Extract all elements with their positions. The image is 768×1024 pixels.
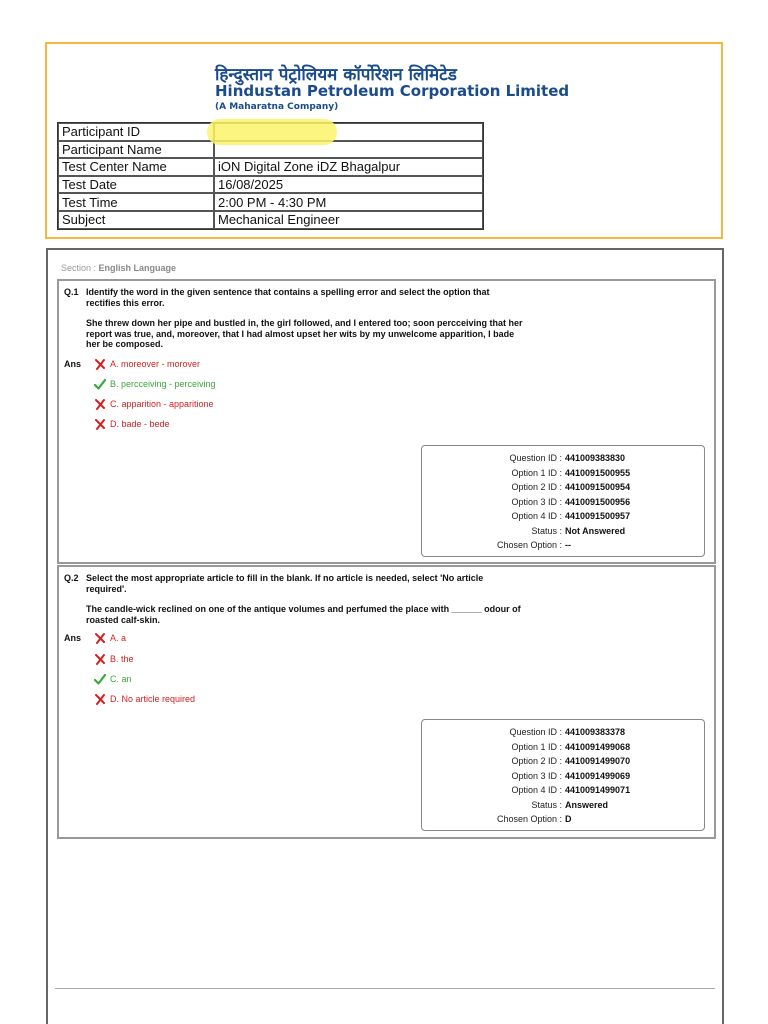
participant-id-label: Participant ID <box>58 123 214 141</box>
meta-value: 4410091500957 <box>565 511 631 521</box>
meta-key: Option 3 ID : <box>511 496 562 507</box>
meta-value: 4410091499069 <box>565 770 631 781</box>
option-text: C. an <box>110 674 132 684</box>
answer-label: Ans <box>64 359 82 369</box>
question-prompt: Identify the word in the given sentence that contains a spelling error and select the option that rectifies this error. <box>86 287 490 308</box>
meta-key: Option 3 ID : <box>511 770 562 781</box>
question-number: Q.2 <box>64 573 79 583</box>
question-text <box>86 573 526 635</box>
meta-key: Option 1 ID : <box>511 467 562 478</box>
question-card-2 <box>57 565 716 839</box>
test-date-label: Test Date <box>58 176 214 194</box>
question-meta-box <box>421 445 705 557</box>
table-row <box>58 176 483 194</box>
cross-icon <box>94 632 106 644</box>
subject-label: Subject <box>58 211 214 229</box>
meta-key: Chosen Option : <box>496 814 562 824</box>
cross-icon <box>94 693 106 705</box>
meta-key: Chosen Option : <box>496 540 562 550</box>
meta-value: 4410091500956 <box>565 496 631 507</box>
header-card <box>45 42 723 239</box>
response-sheet <box>46 248 724 1024</box>
option-a <box>94 358 200 370</box>
meta-value: 4410091500954 <box>565 482 631 492</box>
status-value: Not Answered <box>565 525 626 536</box>
meta-key: Question ID : <box>509 453 562 463</box>
org-subtitle: (A Maharatna Company) <box>215 102 339 112</box>
test-date-value: 16/08/2025 <box>214 176 483 194</box>
option-b <box>94 378 216 390</box>
meta-key: Status : <box>531 525 562 536</box>
option-text: D. bade - bede <box>110 419 170 429</box>
question-card-1 <box>57 279 716 564</box>
question-number: Q.1 <box>64 287 79 297</box>
option-d <box>94 418 170 430</box>
subject-value: Mechanical Engineer <box>214 211 483 229</box>
meta-value: 4410091499068 <box>565 741 631 752</box>
test-time-value: 2:00 PM - 4:30 PM <box>214 193 483 211</box>
meta-value: 441009383378 <box>565 727 626 737</box>
test-time-label: Test Time <box>58 193 214 211</box>
cross-icon <box>94 358 106 370</box>
chosen-option-value: D <box>565 814 572 824</box>
meta-value: 4410091500955 <box>565 467 631 478</box>
table-row <box>58 211 483 229</box>
question-passage: The candle-wick reclined on one of the antique volumes and perfumed the place with ______ odour of roasted calf-skin. <box>86 604 521 625</box>
test-center-label: Test Center Name <box>58 158 214 176</box>
meta-key: Question ID : <box>509 727 562 737</box>
section-label <box>61 263 176 273</box>
meta-key: Option 2 ID : <box>511 756 562 766</box>
question-passage: She threw down her pipe and bustled in, the girl followed, and I entered too; soon percceiving that her report was true, and, moreover, that I had almost upset her wits by my unwelcome apparition, I bade her be composed. <box>86 318 523 349</box>
option-c <box>94 673 132 685</box>
option-b <box>94 653 134 665</box>
chosen-option-value: -- <box>565 540 571 550</box>
table-row <box>58 193 483 211</box>
cross-icon <box>94 653 106 665</box>
question-text <box>86 287 526 360</box>
check-icon <box>94 673 106 685</box>
section-name: English Language <box>98 263 177 273</box>
table-row <box>58 158 483 176</box>
participant-name-label: Participant Name <box>58 141 214 159</box>
option-text: D. No article required <box>110 694 196 704</box>
option-d <box>94 693 195 705</box>
cross-icon <box>94 398 106 410</box>
question-meta-box <box>421 719 705 831</box>
option-text: B. the <box>110 654 134 664</box>
option-a <box>94 632 126 644</box>
option-text: A. a <box>110 633 127 643</box>
meta-value: 4410091499071 <box>565 785 631 795</box>
meta-key: Option 1 ID : <box>511 741 562 752</box>
check-icon <box>94 378 106 390</box>
answer-label: Ans <box>64 633 82 643</box>
meta-key: Option 2 ID : <box>511 482 562 492</box>
option-c <box>94 398 214 410</box>
cross-icon <box>94 418 106 430</box>
page-divider <box>55 988 715 989</box>
section-prefix: Section : <box>61 263 99 273</box>
option-text: B. percceiving - perceiving <box>110 379 216 389</box>
option-text: A. moreover - morover <box>110 359 201 369</box>
question-prompt: Select the most appropriate article to fill in the blank. If no article is needed, select 'No article required'. <box>86 573 484 594</box>
org-name-hindi: हिन्दुस्तान पेट्रोलियम कॉर्पोरेशन लिमिटेड <box>215 65 457 85</box>
meta-key: Option 4 ID : <box>511 511 562 521</box>
meta-key: Status : <box>531 799 562 810</box>
redaction-highlight <box>207 119 337 145</box>
meta-key: Option 4 ID : <box>511 785 562 795</box>
status-value: Answered <box>565 799 609 810</box>
meta-value: 4410091499070 <box>565 756 631 766</box>
test-center-value: iON Digital Zone iDZ Bhagalpur <box>214 158 483 176</box>
meta-value: 441009383830 <box>565 453 626 463</box>
org-name-english: Hindustan Petroleum Corporation Limited <box>215 82 570 100</box>
option-text: C. apparition - apparitione <box>110 399 214 409</box>
